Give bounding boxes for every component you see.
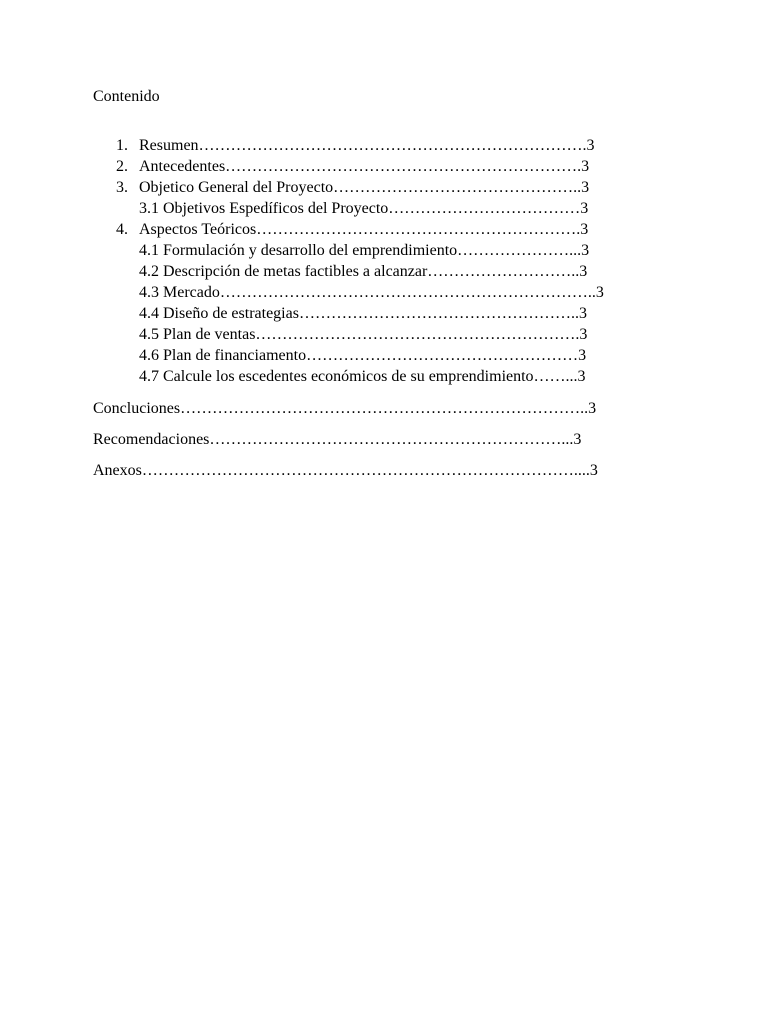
- toc-entry-text: Resumen……………………………………………………………….3: [139, 137, 595, 154]
- toc-entry-number: 4.: [116, 221, 128, 238]
- toc-entry-3-1: 3.1 Objetivos Espedíficos del Proyecto………………………………3: [139, 200, 589, 217]
- toc-entry-4-3: 4.3 Mercado……………………………………………………………..3: [139, 284, 604, 301]
- toc-entry-4-5: 4.5 Plan de ventas…………………………………………………….3: [139, 326, 588, 343]
- toc-section-recomendaciones: Recomendaciones…………………………………………………………...3: [93, 431, 582, 448]
- toc-entry-number: 2.: [116, 158, 128, 175]
- toc-entry-4-6: 4.6 Plan de financiamento……………………………………………3: [139, 347, 587, 364]
- toc-entry-text: Antecedentes………………………………………………………….3: [139, 158, 590, 175]
- toc-section-concluciones: Concluciones…………………………………………………………………..3: [93, 400, 597, 417]
- toc-entry-number: 3.: [116, 179, 128, 196]
- toc-entry-4-7: 4.7 Calcule los escedentes económicos de su emprendimiento……...3: [139, 368, 586, 385]
- toc-entry-text: Objetico General del Proyecto………………………………………..3: [139, 179, 590, 196]
- toc-entry-text: Aspectos Teóricos…………………………………………………….3: [139, 221, 589, 238]
- toc-entry-number: 1.: [116, 137, 128, 154]
- toc-entry-4-4: 4.4 Diseño de estrategias……………………………………………..3: [139, 305, 587, 322]
- toc-entry-4-2: 4.2 Descripción de metas factibles a alcanzar………………………..3: [139, 263, 588, 280]
- toc-entry-4-1: 4.1 Formulación y desarrollo del emprendimiento…………………...3: [139, 242, 590, 259]
- toc-heading: Contenido: [93, 88, 160, 105]
- toc-section-anexos: Anexos………………………………………………………………………....3: [93, 462, 598, 479]
